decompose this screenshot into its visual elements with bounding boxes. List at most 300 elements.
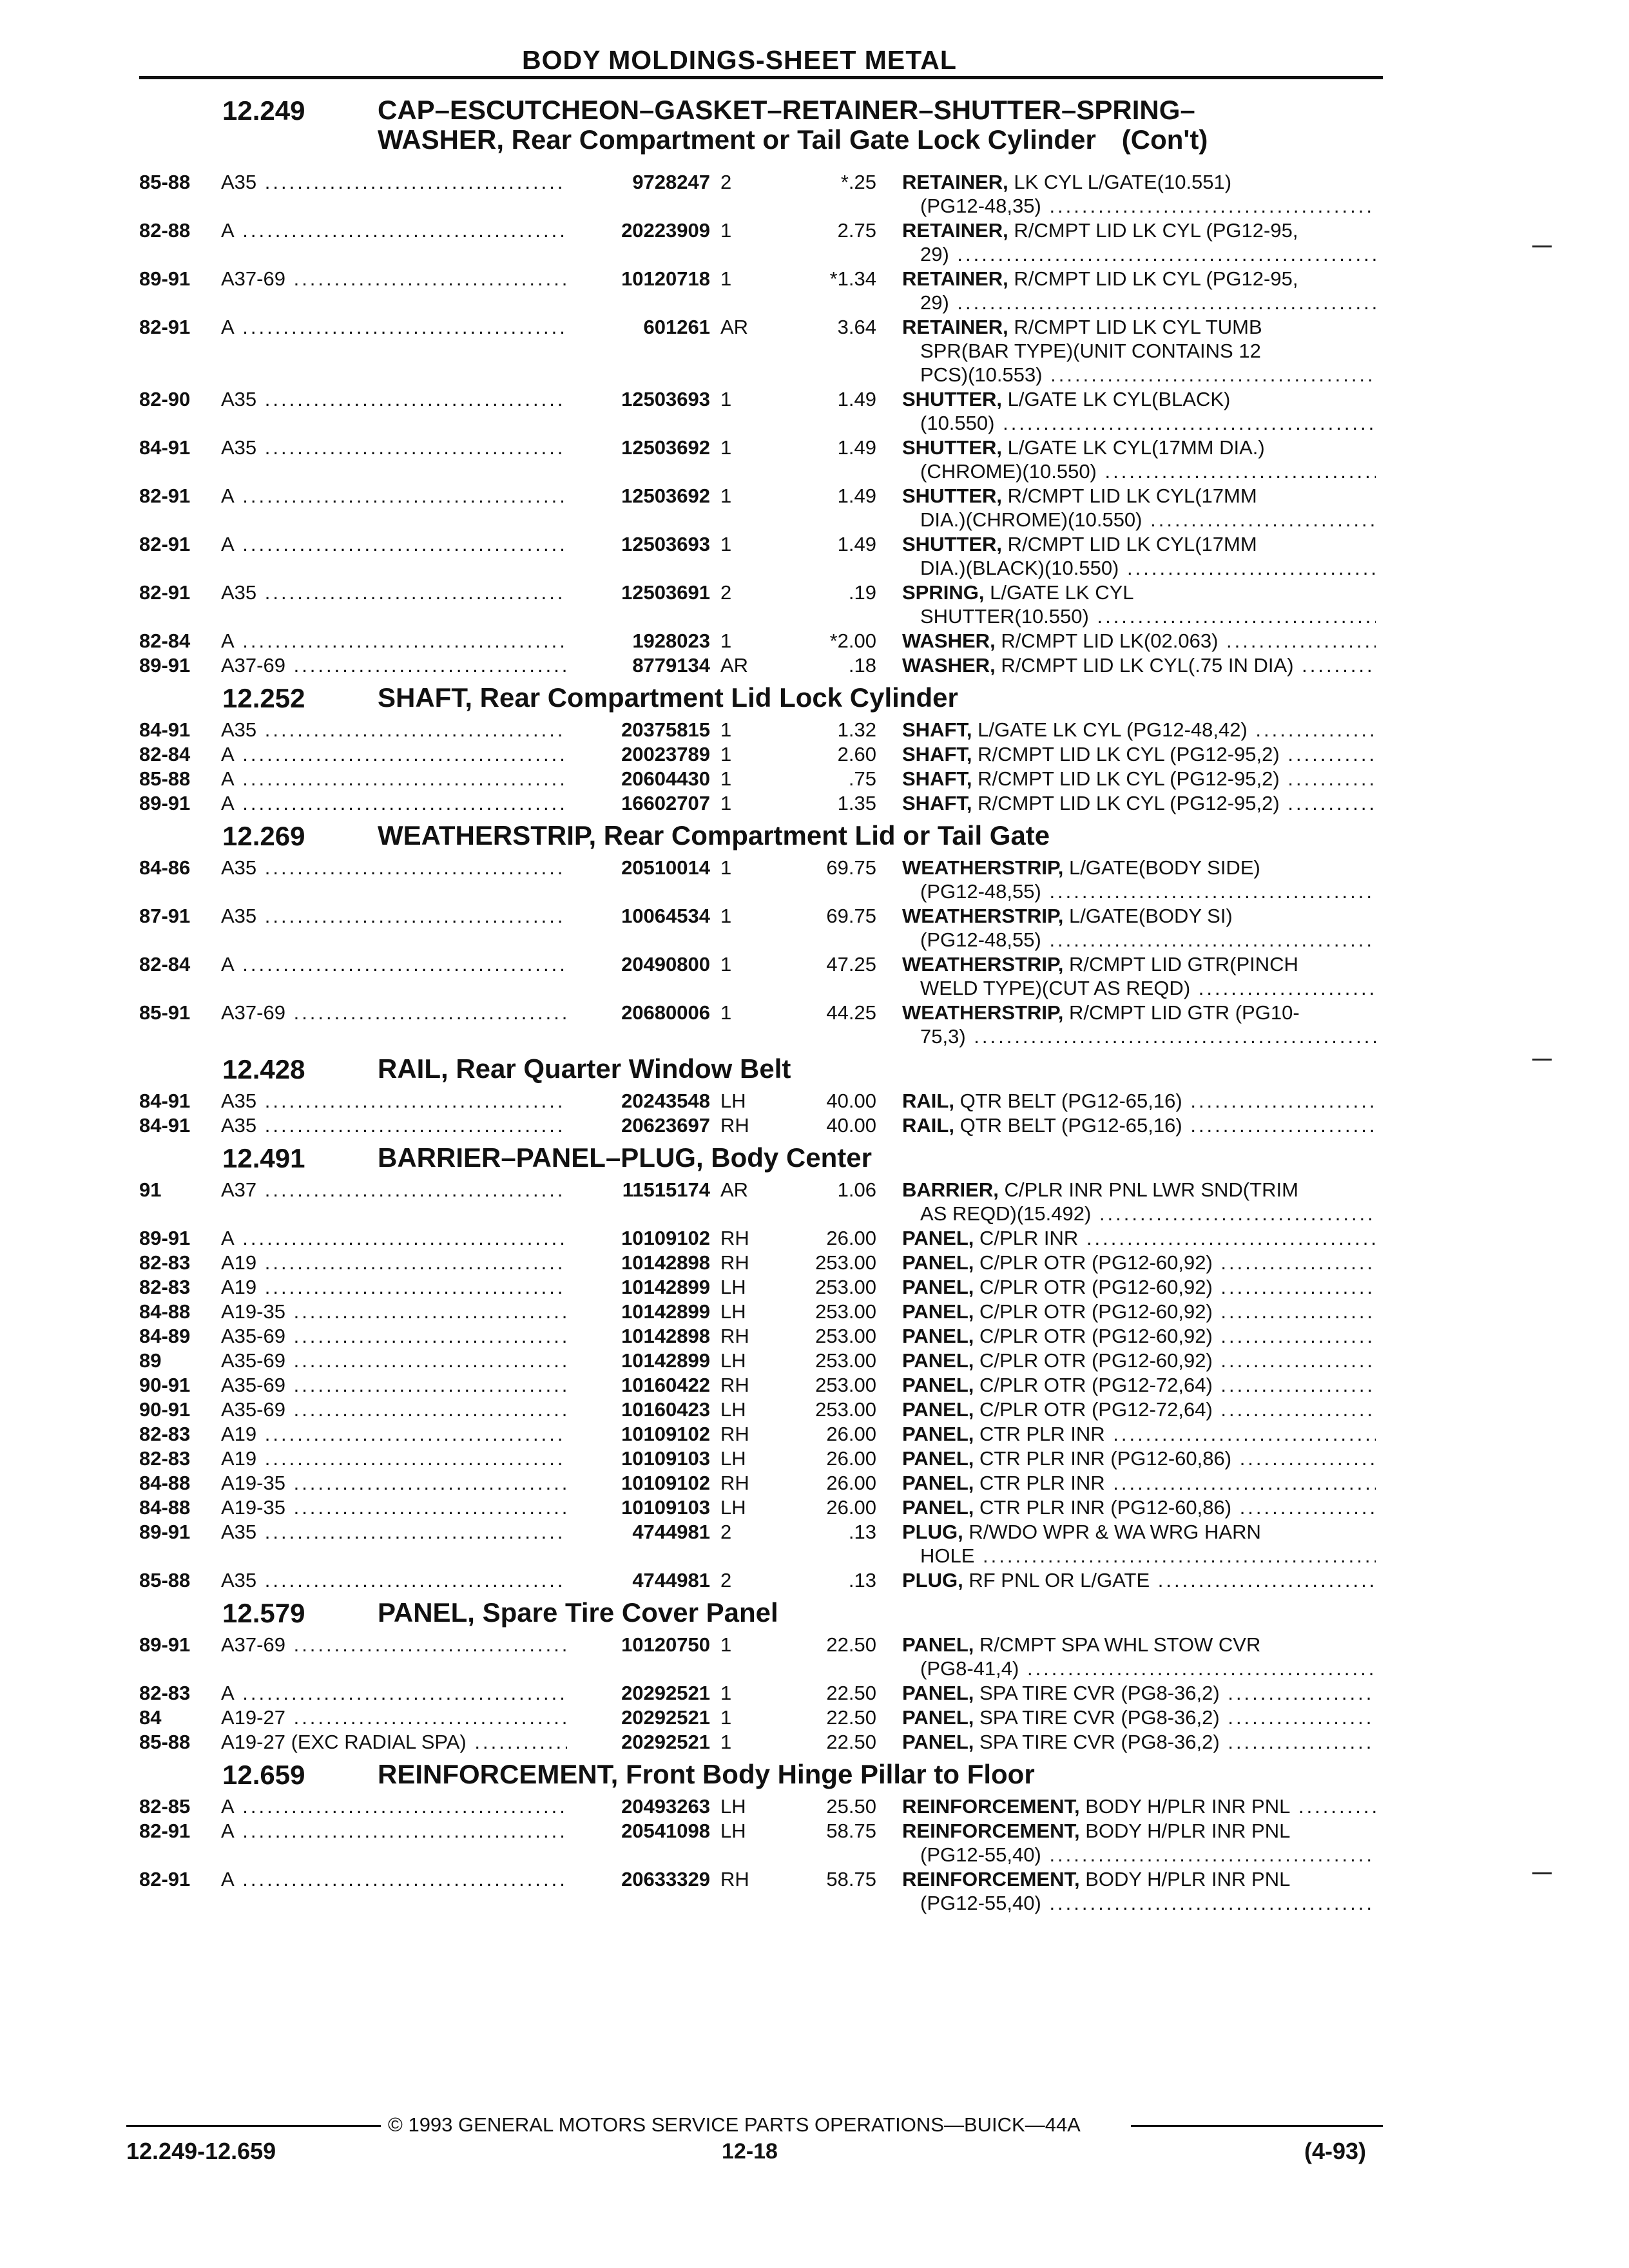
quantity: 2 [720,171,732,193]
price: 253.00 [815,1374,876,1396]
description-line [902,291,1376,314]
part-number: 10109102 [567,1226,710,1250]
model-years: 82-83 [139,1447,191,1470]
description-lead: RETAINER, [902,219,1008,242]
description-line [902,1446,1376,1470]
part-number: 12503692 [567,484,710,508]
part-row [0,1226,1629,1251]
description-text: SHUTTER(10.550) [920,605,1089,628]
section-title [378,1760,1383,1789]
description-text: CTR PLR INR (PG12-60,86) [979,1496,1232,1519]
description-text: C/PLR OTR (PG12-60,92) [979,1276,1213,1298]
part-description [902,387,1376,435]
description-lead: SHAFT, [902,743,972,765]
model-years: 87-91 [139,905,191,927]
part-number: 20223909 [567,218,710,242]
part-row [0,653,1629,678]
description-lead: SHAFT, [902,718,972,741]
quantity: 1 [720,953,732,975]
description-text: BODY H/PLR INR PNL [1085,1795,1291,1818]
part-number: 10120750 [567,1633,710,1657]
footer-page-number: 12-18 [722,2139,778,2164]
part-row [0,1867,1629,1916]
part-row [0,267,1629,315]
description-text: BODY H/PLR INR PNL [1085,1868,1291,1890]
model-code: A19-35 ..... [221,1300,572,1323]
part-row [0,1275,1629,1300]
price: 58.75 [826,1868,876,1890]
description-text: 29) [920,243,949,265]
footer-section-range: 12.249-12.659 [126,2138,276,2164]
part-row [0,856,1629,904]
model-code: A ..... [221,952,572,976]
description-lead: PANEL, [902,1276,974,1298]
part-description [902,170,1376,218]
description-text: C/PLR OTR (PG12-72,64) [979,1398,1213,1421]
part-row [0,484,1629,532]
footer-rule-right [1131,2125,1383,2127]
section-title [378,683,1383,713]
part-description [902,218,1376,266]
part-number: 8779134 [567,653,710,677]
model-years: 82-91 [139,533,191,555]
model-code: A35 ..... [221,581,572,604]
section-number: 12.249 [222,95,305,126]
part-row [0,170,1629,218]
description-text: C/PLR INR PNL LWR SND(TRIM [1004,1178,1298,1201]
price: 40.00 [826,1090,876,1112]
description-text: RF PNL OR L/GATE [969,1569,1150,1591]
part-row [0,791,1629,816]
part-description [902,1373,1376,1397]
model-years: 84-86 [139,856,191,879]
part-description [902,1730,1376,1754]
description-line [902,1843,1376,1867]
description-lead: PANEL, [902,1227,974,1249]
section-title-line: CAP–ESCUTCHEON–GASKET–RETAINER–SHUTTER–SPRING– [378,95,1195,125]
section-number: 12.659 [222,1760,305,1790]
part-number: 1928023 [567,629,710,653]
part-description [902,904,1376,952]
section-title-line: PANEL, Spare Tire Cover Panel [378,1597,778,1628]
model-code: A35 ..... [221,1089,572,1113]
description-lead: PANEL, [902,1325,974,1347]
description-line [902,1422,1376,1446]
model-code: A35 ..... [221,718,572,742]
quantity: 1 [720,1682,732,1704]
section-title [378,1143,1383,1173]
description-lead: RETAINER, [902,171,1008,193]
part-description [902,484,1376,532]
price: 44.25 [826,1001,876,1024]
price: 253.00 [815,1276,876,1298]
description-text: R/CMPT LID GTR(PINCH [1068,953,1298,975]
description-line [902,1349,1376,1372]
part-row [0,1706,1629,1730]
quantity: RH [720,1472,749,1494]
price: 25.50 [826,1795,876,1818]
price: 22.50 [826,1706,876,1729]
part-description [902,1001,1376,1048]
description-line [902,904,1376,928]
description-text: C/PLR OTR (PG12-60,92) [979,1349,1213,1372]
description-text: R/CMPT LID LK CYL (PG12-95, [1014,219,1298,242]
model-years: 84 [139,1706,162,1729]
description-line [902,315,1376,339]
model-code: A19-27 (EXC RADIAL SPA) ..... [221,1730,572,1754]
model-code: A ..... [221,484,572,508]
description-line [902,1471,1376,1495]
part-row [0,581,1629,629]
quantity: 1 [720,1706,732,1729]
description-line [902,194,1376,218]
description-text: R/CMPT LID LK CYL(17MM [1007,533,1257,555]
part-description [902,581,1376,628]
part-description [902,1520,1376,1568]
section-title-text: WASHER, Rear Compartment or Tail Gate Lock Cylinder [378,124,1096,155]
description-line [902,532,1376,556]
part-row [0,1001,1629,1049]
description-line [902,1300,1376,1323]
part-description [902,267,1376,314]
part-row [0,1113,1629,1138]
price: 253.00 [815,1300,876,1323]
description-line [902,742,1376,766]
model-years: 85-88 [139,1569,191,1591]
description-text: DIA.)(CHROME)(10.550) [920,508,1142,531]
description-line [902,1657,1376,1680]
part-number: 9728247 [567,170,710,194]
description-lead: REINFORCEMENT, [902,1820,1080,1842]
price: 253.00 [815,1398,876,1421]
part-number: 601261 [567,315,710,339]
model-code: A ..... [221,1794,572,1818]
part-row [0,1089,1629,1113]
part-description [902,1633,1376,1680]
model-years: 82-91 [139,1820,191,1842]
price: 69.75 [826,905,876,927]
quantity: LH [720,1398,746,1421]
description-line [902,1324,1376,1348]
price: *1.34 [829,267,876,290]
model-years: 82-90 [139,388,191,410]
part-row [0,904,1629,952]
price: 26.00 [826,1496,876,1519]
part-description [902,767,1376,791]
part-number: 4744981 [567,1520,710,1544]
description-text: R/CMPT LID LK CYL (PG12-95,2) [978,767,1280,790]
part-description [902,1349,1376,1372]
description-text: (PG12-55,40) [920,1892,1041,1914]
description-line [902,1568,1376,1592]
section-number: 12.491 [222,1143,305,1173]
description-line [902,1226,1376,1250]
part-description [902,1681,1376,1705]
section-heading [0,90,1629,170]
model-years: 82-91 [139,316,191,338]
model-years: 84-91 [139,1114,191,1137]
part-number: 20243548 [567,1089,710,1113]
price: 26.00 [826,1472,876,1494]
description-line [902,767,1376,791]
description-line [902,952,1376,976]
price: 22.50 [826,1633,876,1656]
section-title-line [378,125,1383,155]
description-lead: WEATHERSTRIP, [902,953,1064,975]
description-line [902,170,1376,194]
quantity: 1 [720,436,732,459]
description-lead: WEATHERSTRIP, [902,1001,1064,1024]
model-years: 82-84 [139,953,191,975]
part-description [902,1251,1376,1274]
description-text: PCS)(10.553) [920,363,1043,386]
section-number: 12.428 [222,1054,305,1084]
description-lead: SHAFT, [902,792,972,814]
part-row [0,1251,1629,1275]
description-line [902,363,1376,387]
part-row [0,1373,1629,1398]
part-number: 12503693 [567,387,710,411]
description-text: AS REQD)(15.492) [920,1202,1092,1225]
model-code: A ..... [221,791,572,815]
part-number: 20375815 [567,718,710,742]
description-text: SPR(BAR TYPE)(UNIT CONTAINS 12 [920,340,1261,362]
description-lead: PLUG, [902,1521,963,1543]
part-description [902,791,1376,815]
description-line [902,218,1376,242]
part-description [902,1794,1376,1818]
model-years: 89-91 [139,1633,191,1656]
description-text: R/CMPT LID LK CYL (PG12-95, [1014,267,1298,290]
description-text: R/CMPT LID GTR (PG10- [1068,1001,1300,1024]
section-title [378,821,1383,850]
part-description [902,1398,1376,1421]
quantity: RH [720,1114,749,1137]
part-description [902,1495,1376,1519]
price: 22.50 [826,1682,876,1704]
description-text: 29) [920,291,949,314]
part-description [902,1867,1376,1915]
description-line [902,339,1376,363]
price: 1.49 [837,436,876,459]
part-description [902,532,1376,580]
model-years: 84-91 [139,436,191,459]
description-line [902,1520,1376,1544]
part-row [0,532,1629,581]
quantity: 1 [720,533,732,555]
price: 47.25 [826,953,876,975]
price: 3.64 [837,316,876,338]
price: *.25 [840,171,876,193]
quantity: AR [720,1178,749,1201]
quantity: 1 [720,743,732,765]
margin-mark [1532,1059,1552,1061]
model-code: A ..... [221,532,572,556]
model-code: A35-69 ..... [221,1324,572,1348]
model-years: 84-91 [139,718,191,741]
description-text: R/CMPT LID LK CYL(.75 IN DIA) [1001,654,1294,677]
part-row [0,1178,1629,1226]
model-code: A19 ..... [221,1251,572,1274]
part-row [0,1819,1629,1867]
description-line [902,1251,1376,1274]
price: 1.06 [837,1178,876,1201]
model-code: A35 ..... [221,1113,572,1137]
model-years: 89-91 [139,267,191,290]
margin-mark [1532,1872,1552,1874]
part-row [0,1324,1629,1349]
part-description [902,1446,1376,1470]
description-text: CTR PLR INR [979,1423,1105,1445]
section-heading [0,1049,1629,1089]
part-number: 20292521 [567,1730,710,1754]
model-code: A35-69 ..... [221,1373,572,1397]
description-line [902,1495,1376,1519]
part-description [902,1300,1376,1323]
part-row [0,718,1629,742]
description-text: CTR PLR INR (PG12-60,86) [979,1447,1232,1470]
quantity: 1 [720,792,732,814]
quantity: LH [720,1820,746,1842]
section-title [378,1054,1383,1084]
model-years: 82-91 [139,581,191,604]
quantity: LH [720,1496,746,1519]
description-lead: REINFORCEMENT, [902,1868,1080,1890]
description-line [902,976,1376,1000]
description-line [902,653,1376,677]
model-years: 82-91 [139,485,191,507]
model-years: 84-88 [139,1300,191,1323]
part-description [902,1422,1376,1446]
description-text: R/CMPT LID LK(02.063) [1001,629,1219,652]
model-code: A ..... [221,629,572,653]
section-heading [0,816,1629,856]
part-description [902,742,1376,766]
model-code: A ..... [221,1681,572,1705]
part-row [0,1446,1629,1471]
part-description [902,1089,1376,1113]
model-years: 91 [139,1178,162,1201]
model-years: 85-88 [139,767,191,790]
description-lead: PANEL, [902,1731,974,1753]
price: 1.49 [837,485,876,507]
description-line [902,856,1376,879]
part-description [902,952,1376,1000]
description-lead: PANEL, [902,1496,974,1519]
model-years: 82-84 [139,629,191,652]
model-code: A35-69 ..... [221,1398,572,1421]
part-number: 20292521 [567,1706,710,1729]
description-lead: PANEL, [902,1374,974,1396]
model-code: A ..... [221,1226,572,1250]
price: 26.00 [826,1447,876,1470]
part-row [0,1422,1629,1446]
part-description [902,1706,1376,1729]
description-line [902,1544,1376,1568]
model-years: 82-83 [139,1423,191,1445]
part-number: 10160423 [567,1398,710,1421]
description-lead: PANEL, [902,1349,974,1372]
description-line [902,1024,1376,1048]
part-description [902,1113,1376,1137]
description-line [902,791,1376,815]
part-description [902,1324,1376,1348]
description-line [902,928,1376,952]
description-lead: SPRING, [902,581,985,604]
part-number: 10142899 [567,1349,710,1372]
description-line [902,508,1376,532]
model-years: 82-83 [139,1276,191,1298]
part-description [902,718,1376,742]
quantity: RH [720,1227,749,1249]
model-code: A19 ..... [221,1422,572,1446]
price: .75 [848,767,876,790]
description-text: LK CYL L/GATE(10.551) [1014,171,1232,193]
part-row [0,1495,1629,1520]
part-number: 10142898 [567,1251,710,1274]
part-number: 10109102 [567,1471,710,1495]
description-line [902,484,1376,508]
part-row [0,1730,1629,1754]
description-line [902,1819,1376,1843]
description-lead: BARRIER, [902,1178,999,1201]
model-years: 84-88 [139,1472,191,1494]
description-text: L/GATE(BODY SIDE) [1068,856,1260,879]
description-lead: PANEL, [902,1251,974,1274]
description-text: (PG12-48,55) [920,880,1041,903]
price: .19 [848,581,876,604]
quantity: 1 [720,767,732,790]
part-row [0,1520,1629,1568]
model-years: 85-88 [139,1731,191,1753]
model-years: 90-91 [139,1374,191,1396]
quantity: 1 [720,1633,732,1656]
model-code: A37-69 ..... [221,1633,572,1657]
continued-label: (Con't) [1121,124,1208,155]
description-lead: PLUG, [902,1569,963,1591]
part-description [902,1471,1376,1495]
model-code: A37-69 ..... [221,267,572,291]
quantity: 1 [720,219,732,242]
model-code: A19-27 ..... [221,1706,572,1729]
model-years: 89-91 [139,654,191,677]
price: .13 [848,1569,876,1591]
quantity: RH [720,1868,749,1890]
quantity: RH [720,1423,749,1445]
part-row [0,315,1629,387]
section-heading [0,1138,1629,1178]
part-number: 10064534 [567,904,710,928]
model-years: 89-91 [139,1227,191,1249]
description-line [902,1089,1376,1113]
quantity: RH [720,1374,749,1396]
footer-rule-left [126,2125,381,2127]
description-lead: SHUTTER, [902,533,1002,555]
description-lead: WEATHERSTRIP, [902,905,1064,927]
description-line [902,879,1376,903]
model-years: 84-91 [139,1090,191,1112]
description-line [902,242,1376,266]
description-line [902,556,1376,580]
model-code: A35 ..... [221,170,572,194]
description-line [902,1373,1376,1397]
part-number: 10160422 [567,1373,710,1397]
section-title-line: SHAFT, Rear Compartment Lid Lock Cylinder [378,682,958,713]
part-number: 20680006 [567,1001,710,1024]
quantity: LH [720,1447,746,1470]
description-lead: PANEL, [902,1447,974,1470]
description-text: C/PLR OTR (PG12-60,92) [979,1325,1213,1347]
